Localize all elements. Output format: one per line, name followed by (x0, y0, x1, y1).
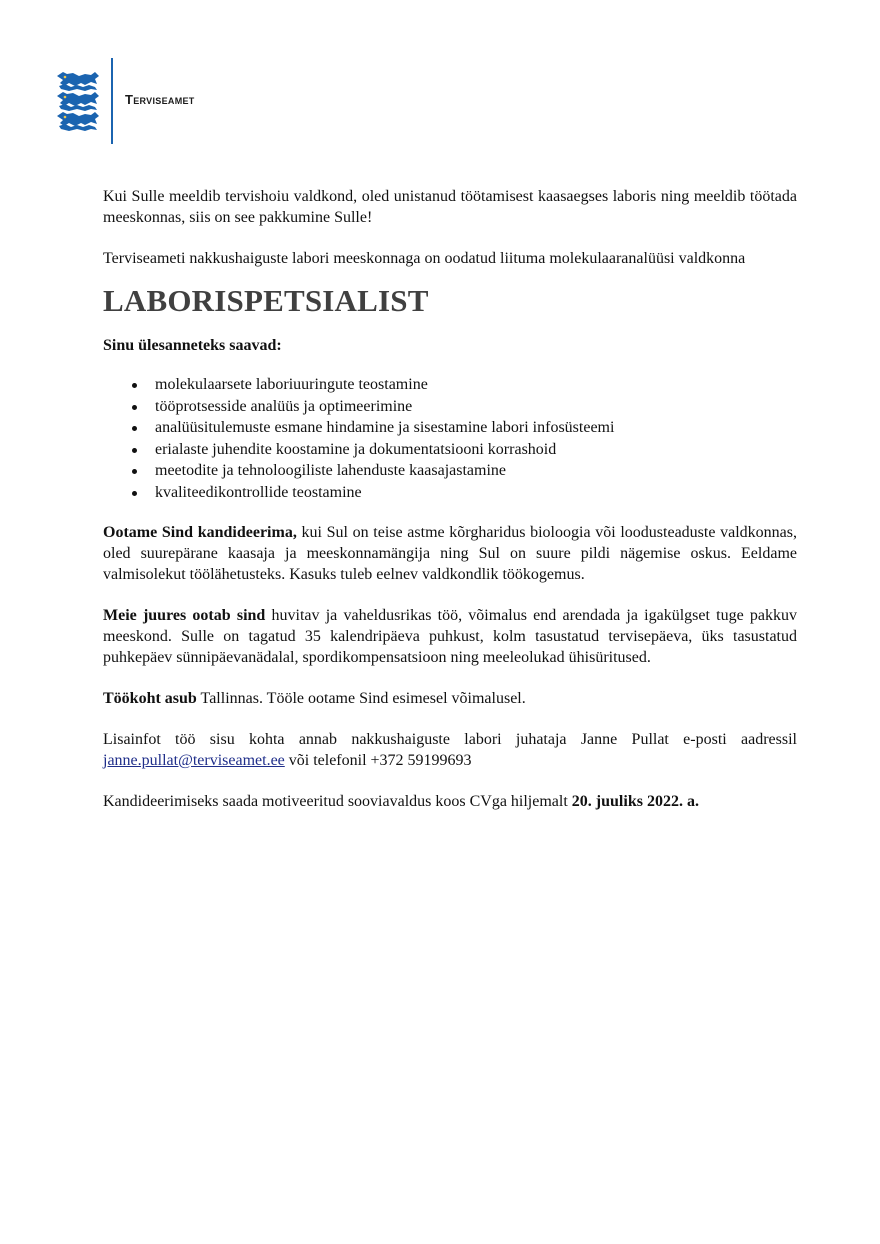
contact-paragraph (103, 729, 797, 771)
apply-paragraph (103, 791, 797, 812)
location-text: Tallinnas. Tööle ootame Sind esimesel võimalusel. (196, 689, 526, 707)
tasks-heading: Sinu ülesanneteks saavad: (103, 337, 282, 354)
email-link[interactable]: janne.pullat@terviseamet.ee (103, 751, 285, 769)
candidate-lead: Ootame Sind kandideerima, (103, 523, 297, 541)
contact-phone-text: või telefonil +372 59199693 (284, 751, 472, 769)
list-item: meetodite ja tehnoloogiliste lahenduste kaasajastamine (103, 460, 797, 482)
candidate-text: kui Sul on teise astme kõrgharidus bioloogia või loodusteaduste valdkonnas, oled suurepärane kaasaja ja meeskonnamängija ning Sul on suure pildi nägemise oskus. Eeldame valmisolekut töölähetusteks. Kasuks tuleb eelnev valdkondlik töökogemus. (103, 523, 797, 583)
list-item: molekulaarsete laboriuuringute teostamine (103, 374, 797, 396)
document-body (103, 186, 797, 812)
team-paragraph: Terviseameti nakkushaiguste labori meeskonnaga on oodatud liituma molekulaaranalüüsi valdkonna (103, 250, 746, 267)
list-item: kvaliteedikontrollide teostamine (103, 482, 797, 504)
tasks-list (103, 374, 797, 504)
coat-of-arms-logo-icon (55, 70, 101, 132)
offer-lead: Meie juures ootab sind (103, 606, 266, 624)
candidate-paragraph (103, 522, 797, 585)
intro-paragraph: Kui Sulle meeldib tervishoiu valdkond, oled unistanud töötamisest kaasaegses laboris ning meeldib töötada meeskonnas, siis on see pakkumine Sulle! (103, 188, 797, 226)
organization-name: Terviseamet (125, 92, 195, 107)
offer-text: huvitav ja vaheldusrikas töö, võimalus end arendada ja igakülgset tuge pakkuv meeskond. Sulle on tagatud 35 kalendripäeva puhkust, kolm tasustatud tervisepäeva, üks tasustatud puhkepäev sünnipäevanädalal, spordikompensatsioon ning meeleolukad ühisüritused. (103, 606, 797, 666)
logo-divider (111, 58, 113, 144)
list-item: analüüsitulemuste esmane hindamine ja sisestamine labori infosüsteemi (103, 417, 797, 439)
contact-text: Lisainfot töö sisu kohta annab nakkushaiguste labori juhataja Janne Pullat e-posti aadressil (103, 730, 797, 748)
apply-text: Kandideerimiseks saada motiveeritud sooviavaldus koos CVga hiljemalt (103, 792, 572, 810)
apply-deadline: 20. juuliks 2022. a. (571, 792, 699, 810)
job-title: LABORISPETSIALIST (103, 283, 429, 318)
offer-paragraph (103, 605, 797, 668)
location-lead: Töökoht asub (103, 689, 197, 707)
list-item: erialaste juhendite koostamine ja dokumentatsiooni korrashoid (103, 439, 797, 461)
list-item: tööprotsesside analüüs ja optimeerimine (103, 396, 797, 418)
document-header (55, 58, 355, 144)
location-paragraph (103, 688, 797, 709)
